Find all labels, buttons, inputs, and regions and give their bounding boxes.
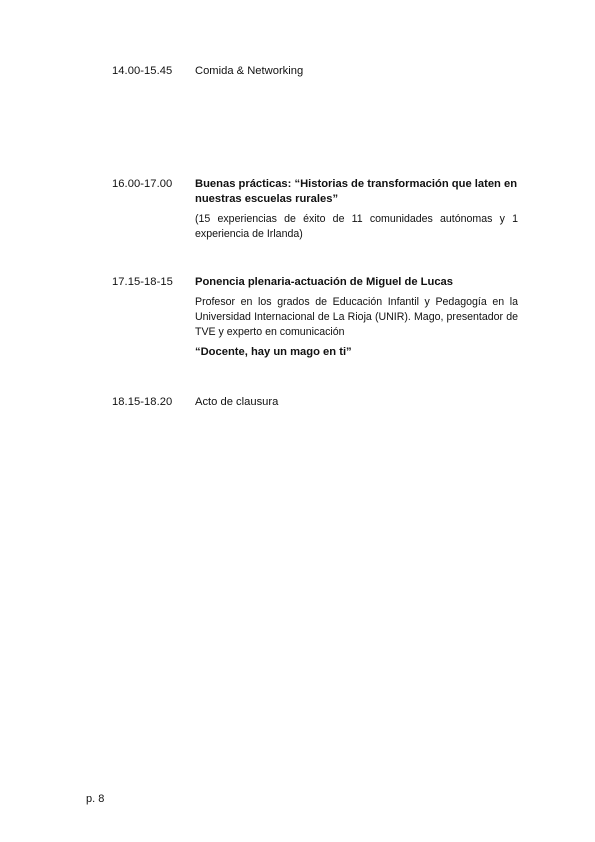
entry-title: Buenas prácticas: “Historias de transformación que laten en nuestras escuelas rurales” (195, 178, 518, 205)
entry-content (195, 177, 518, 242)
entry-description: Profesor en los grados de Educación Infantil y Pedagogía en la Universidad Internacional de La Rioja (UNIR). Mago, presentador de TVE y experto en comunicación (195, 296, 518, 338)
entry-title: Ponencia plenaria-actuación de Miguel de Lucas (195, 276, 454, 288)
entry-description: (15 experiencias de éxito de 11 comunidades autónomas y 1 experiencia de Irlanda) (195, 213, 518, 240)
entry-content (195, 64, 518, 79)
entry-content (195, 395, 518, 410)
entry-title: Acto de clausura (195, 396, 279, 408)
entry-time: 18.15-18.20 (112, 396, 173, 408)
entry-quote: “Docente, hay un mago en ti” (195, 346, 352, 358)
entry-time: 14.00-15.45 (112, 65, 173, 77)
page-number: p. 8 (86, 793, 105, 805)
entry-title: Comida & Networking (195, 65, 304, 77)
entry-time: 17.15-18-15 (112, 276, 173, 288)
entry-time: 16.00-17.00 (112, 178, 173, 190)
entry-content (195, 275, 518, 360)
